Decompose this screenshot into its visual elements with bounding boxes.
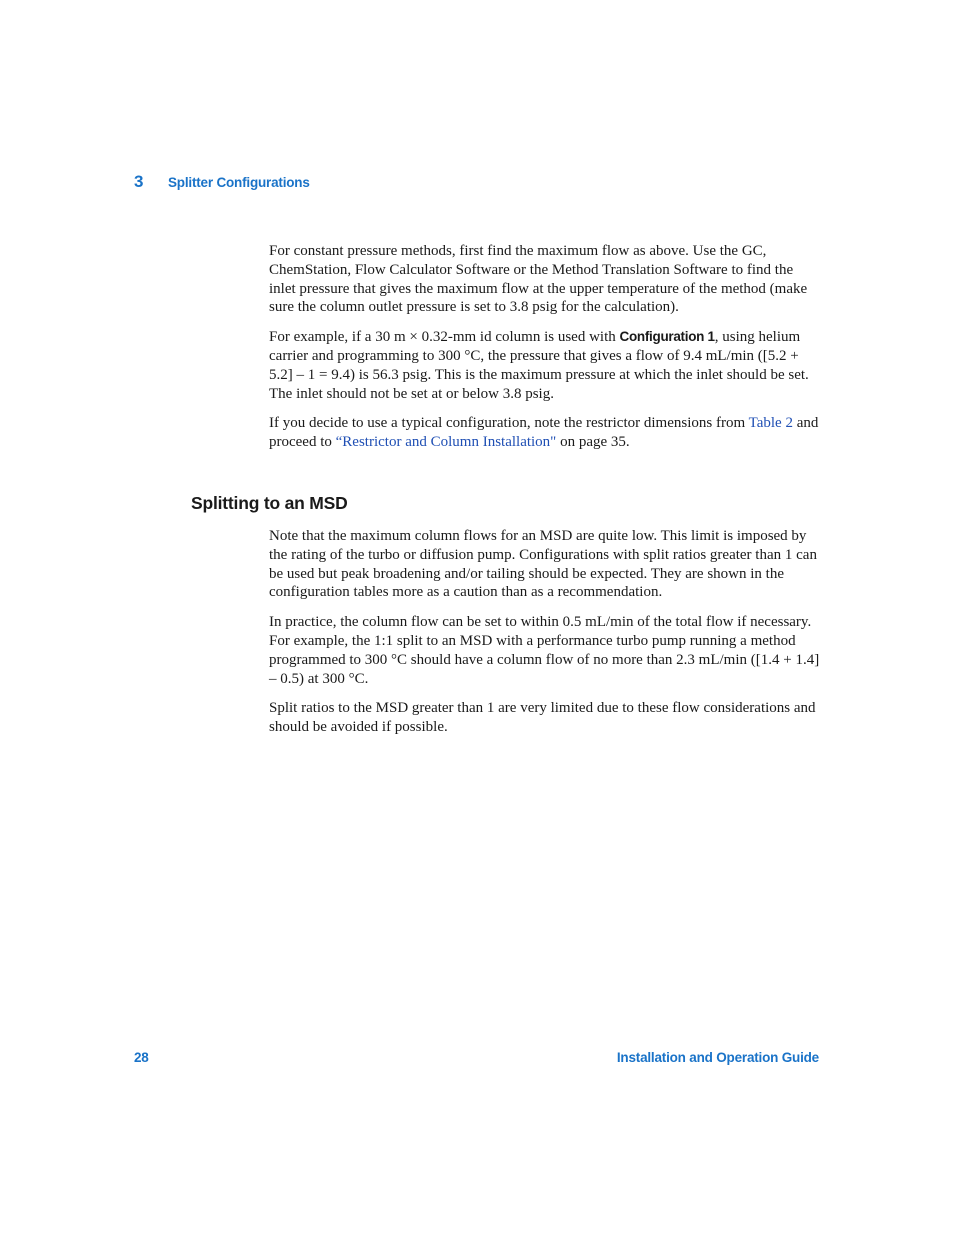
paragraph-msd-limits: Note that the maximum column flows for an MSD are quite low. This limit is imposed by the rating of the turbo or diffusion pump. Configurations with split ratios greater than 1 can be used but peak broadening and/or tailing should be expected. They are shown in the configuration tables more as a caution than as a recommendation.: [269, 528, 817, 601]
intro-text-block: [269, 242, 821, 463]
typical-text-middle: and proceed to: [269, 415, 819, 451]
chapter-header: [134, 172, 310, 192]
chapter-number: 3: [134, 172, 144, 191]
paragraph-msd-split-ratios: Split ratios to the MSD greater than 1 are very limited due to these flow considerations and should be avoided if possible.: [269, 700, 816, 736]
typical-text-after: on page 35.: [556, 434, 630, 451]
document-title: Installation and Operation Guide: [616, 1050, 819, 1065]
msd-text-block: [269, 527, 821, 748]
restrictor-installation-link[interactable]: “Restrictor and Column Installation": [335, 434, 557, 451]
chapter-title: Splitter Configurations: [168, 175, 310, 190]
paragraph-constant-pressure: For constant pressure methods, first find the maximum flow as above. Use the GC, ChemStation, Flow Calculator Software or the Method Translation Software to find the inlet pressure that gives the maximum flow at the upper temperature of the method (make sure the column outlet pressure is set to 3.8 psig for the calculation).: [269, 243, 808, 316]
paragraph-example: [269, 328, 821, 403]
page-number: 28: [134, 1050, 149, 1065]
typical-text-before: If you decide to use a typical configuration, note the restrictor dimensions from: [269, 415, 749, 432]
table-2-link[interactable]: Table 2: [748, 415, 793, 432]
paragraph-msd-practice: In practice, the column flow can be set to within 0.5 mL/min of the total flow if necessary. For example, the 1:1 split to an MSD with a performance turbo pump running a method programmed to 300 °C should have a column flow of no more than 2.3 mL/min ([1.4 + 1.4] – 0.5) at 300 °C.: [269, 614, 820, 687]
configuration-reference: Configuration 1: [619, 329, 715, 345]
example-text-after: , using helium carrier and programming to 300 °C, the pressure that gives a flow of 9.4 mL/min ([5.2 + 5.2] – 1 = 9.4) is 56.3 psig. This is the maximum pressure at which the inlet should be set. The inlet should not be set at or below 3.8 psig.: [269, 329, 809, 402]
paragraph-typical-config: [269, 414, 821, 452]
example-text-before: For example, if a 30 m × 0.32-mm id column is used with: [269, 329, 620, 346]
section-heading-msd: Splitting to an MSD: [191, 493, 348, 513]
